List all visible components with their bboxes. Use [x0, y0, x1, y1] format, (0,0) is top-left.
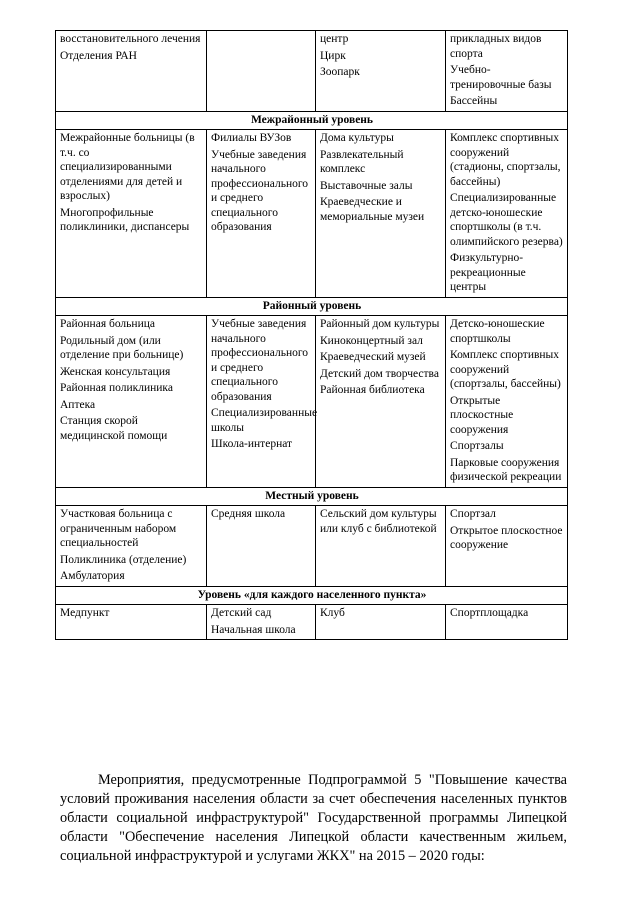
cell-item: Спортплощадка — [450, 607, 529, 619]
cell-item: Клуб — [320, 607, 345, 619]
level-title: Районный уровень — [56, 297, 568, 316]
table-row — [56, 31, 568, 112]
cell-item: восстановительного лечения — [60, 33, 201, 45]
cell-item: Детский сад — [211, 607, 272, 619]
cell-item: Физкультурно-рекреационные центры — [450, 252, 526, 293]
table-cell-healthcare — [56, 130, 207, 298]
table-cell-culture — [316, 316, 446, 488]
cell-item: Станция скорой медицинской помощи — [60, 415, 168, 442]
cell-item: Зоопарк — [320, 66, 360, 78]
cell-item: центр — [320, 33, 349, 45]
cell-item: Парковые сооружения физической рекреации — [450, 456, 562, 483]
level-title: Уровень «для каждого населенного пункта» — [56, 586, 568, 605]
cell-item: Цирк — [320, 49, 346, 62]
cell-item: Детско-юношеские спортшколы — [450, 318, 545, 345]
level-header-row — [56, 111, 568, 130]
cell-item: Отделения РАН — [60, 49, 137, 62]
table-row — [56, 316, 568, 488]
cell-item: Средняя школа — [211, 508, 286, 520]
table-cell-culture — [316, 31, 446, 112]
table-row — [56, 130, 568, 298]
cell-item: Комплекс спортивных сооружений (стадионы, спортзалы, бассейны) — [450, 132, 561, 188]
table-cell-healthcare — [56, 31, 207, 112]
table-cell-sports — [446, 605, 568, 640]
cell-item: Детский дом творчества — [320, 367, 439, 380]
cell-item: Районная поликлиника — [60, 382, 173, 394]
cell-item: Поликлиника (отделение) — [60, 553, 187, 566]
cell-item: Учебные заведения начального профессионального и среднего специального образования — [211, 318, 309, 403]
table-cell-culture — [316, 506, 446, 587]
table-cell-culture — [316, 605, 446, 640]
cell-item: Школа-интернат — [211, 438, 293, 450]
cell-item: Специализированные детско-юношеские спортшколы (в т.ч. олимпийского резерва) — [450, 192, 563, 248]
cell-item: Спортзалы — [450, 440, 504, 452]
cell-item: Районная библиотека — [320, 384, 425, 396]
table-cell-sports — [446, 31, 568, 112]
table-cell-culture — [316, 130, 446, 298]
table-cell-healthcare — [56, 506, 207, 587]
cell-item: Специализированные школы — [211, 407, 318, 434]
cell-item: Бассейны — [450, 95, 498, 107]
cell-item: прикладных видов спорта — [450, 33, 542, 60]
cell-item: Спортзал — [450, 508, 496, 520]
cell-item: Амбулатория — [60, 570, 125, 582]
cell-item: Медпункт — [60, 607, 110, 619]
cell-item: Начальная школа — [211, 623, 296, 636]
table-cell-healthcare — [56, 605, 207, 640]
cell-item: Киноконцертный зал — [320, 334, 423, 347]
table-cell-education — [207, 130, 316, 298]
table-cell-education — [207, 31, 316, 112]
cell-item: Районная больница — [60, 318, 155, 330]
cell-item: Открытое плоскостное сооружение — [450, 524, 563, 551]
cell-item: Аптека — [60, 398, 96, 411]
level-title: Местный уровень — [56, 487, 568, 506]
table-row — [56, 605, 568, 640]
table-cell-sports — [446, 316, 568, 488]
cell-item: Развлекательный комплекс — [320, 148, 404, 175]
cell-item: Многопрофильные поликлиники, диспансеры — [60, 206, 190, 233]
cell-item: Краеведческие и мемориальные музеи — [320, 196, 425, 223]
cell-item: Учебно-тренировочные базы — [450, 64, 552, 91]
cell-item: Дома культуры — [320, 132, 394, 144]
cell-item: Филиалы ВУЗов — [211, 132, 292, 144]
body-paragraph: Мероприятия, предусмотренные Подпрограммой 5 "Повышение качества условий проживания населения области за счет обеспечения населенных пунктов области социальной инфраструктурой" Государственной программы Липецкой области "Обеспечение населения Липецкой области качественным жильем, социальной инфраструктурой и услугами ЖКХ" на 2015 – 2020 годы: — [60, 772, 567, 864]
level-header-row — [56, 297, 568, 316]
cell-item: Участковая больница с ограниченным набором специальностей — [60, 508, 177, 549]
infrastructure-levels-table — [55, 30, 568, 640]
table-row — [56, 506, 568, 587]
cell-item: Межрайонные больницы (в т.ч. со специализированными отделениями для детей и взрослых) — [60, 132, 195, 202]
cell-item: Учебные заведения начального профессионального и среднего специального образования — [211, 148, 309, 233]
cell-item: Родильный дом (или отделение при больнице) — [60, 334, 184, 361]
cell-item: Сельский дом культуры или клуб с библиотекой — [320, 508, 437, 535]
table-cell-sports — [446, 506, 568, 587]
cell-item: Открытые плоскостные сооружения — [450, 394, 514, 436]
level-title: Межрайонный уровень — [56, 111, 568, 130]
level-header-row — [56, 487, 568, 506]
table-cell-education — [207, 316, 316, 488]
cell-item: Женская консультация — [60, 365, 171, 378]
table-cell-education — [207, 506, 316, 587]
cell-item: Районный дом культуры — [320, 318, 440, 330]
level-header-row — [56, 586, 568, 605]
cell-item: Краеведческий музей — [320, 351, 426, 363]
table-cell-education — [207, 605, 316, 640]
cell-item: Выставочные залы — [320, 179, 413, 192]
cell-item: Комплекс спортивных сооружений (спортзалы, бассейны) — [450, 349, 561, 390]
table-cell-sports — [446, 130, 568, 298]
table-cell-healthcare — [56, 316, 207, 488]
